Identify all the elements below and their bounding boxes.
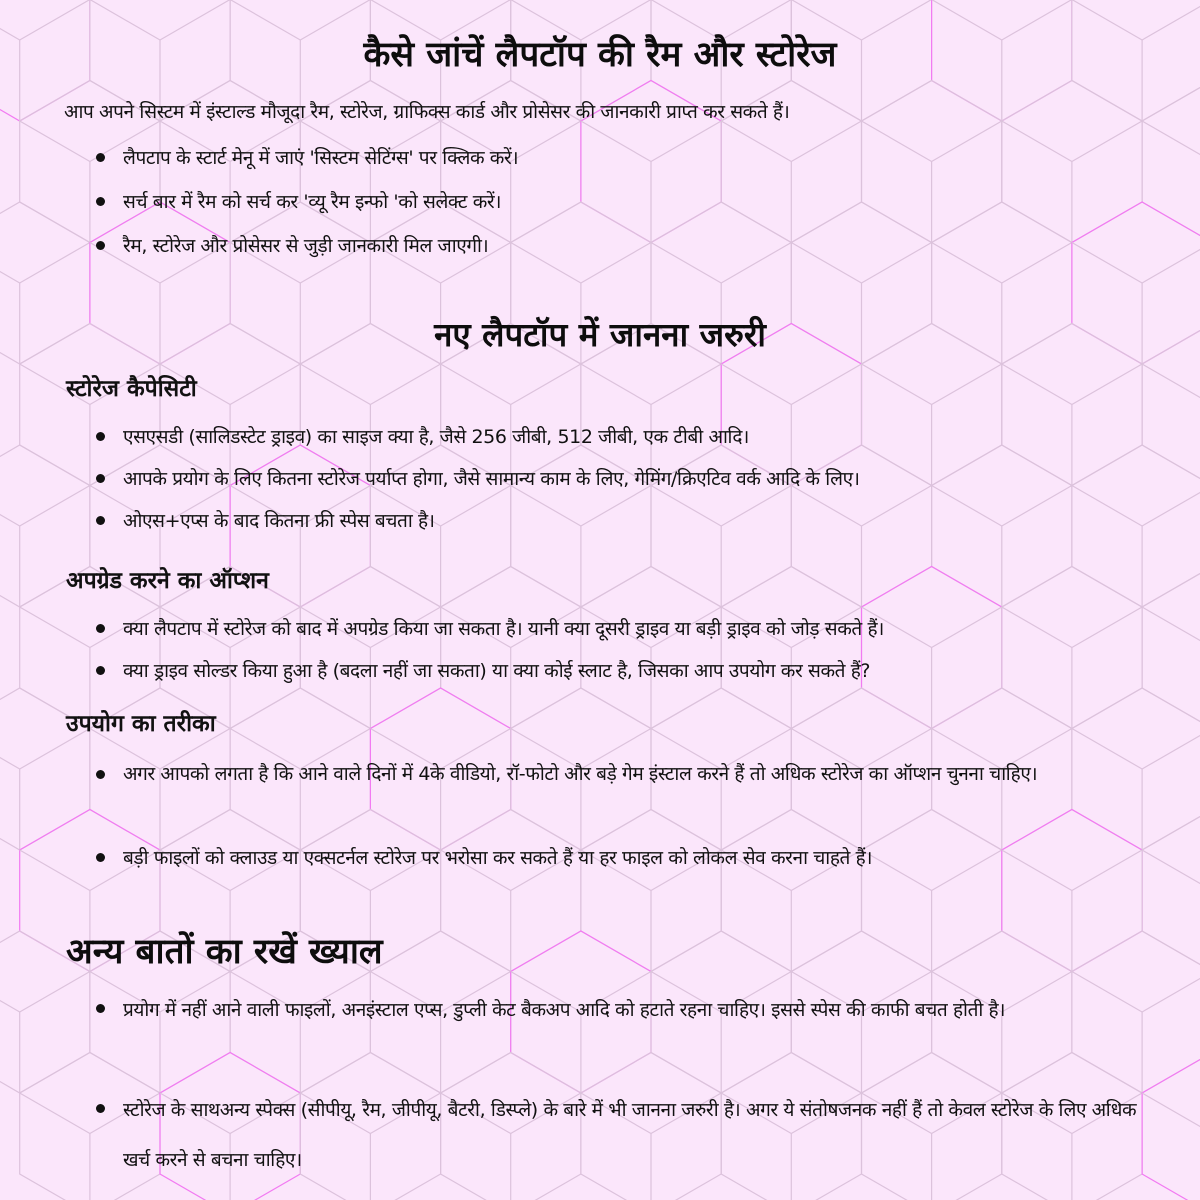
list-item: आपके प्रयोग के लिए कितना स्टोरेज पर्याप्त होगा, जैसे सामान्य काम के लिए, गेमिंग/क्रिएटिव वर्क आदि के लिए। [0,458,1155,500]
list-item: स्टोरेज के साथअन्य स्पेक्स (सीपीयू, रैम, जीपीयू, बैटरी, डिस्प्ले) के बारे में भी जानना जरुरी है। अगर ये संतोषजनक नहीं हैं तो केवल स्टोरेज के लिए अधिक खर्च करने से बचना चाहिए। [0,1085,1155,1185]
list-item: एसएसडी (सालिडस्टेट ड्राइव) का साइज क्या है, जैसे 256 जीबी, 512 जीबी, एक टीबी आदि। [0,416,1155,458]
list-item: क्या लैपटाप में स्टोरेज को बाद में अपग्रेड किया जा सकता है। यानी क्या दूसरी ड्राइव या बड़ी ड्राइव को जोड़ सकते हैं। [0,608,1155,650]
check-steps-list [0,136,1155,268]
list-item: प्रयोग में नहीं आने वाली फाइलों, अनइंस्टाल एप्स, डुप्ली केट बैकअप आदि को हटाते रहना चाहिए। इससे स्पेस की काफी बचत होती है। [0,985,1155,1085]
subheading-usage-method: उपयोग का तरीका [66,711,216,737]
section-title-other-things: अन्य बातों का रखें ख्याल [66,932,383,972]
subheading-storage-capacity: स्टोरेज कैपेसिटी [66,376,197,402]
section-title-new-laptop: नए लैपटॉप में जानना जरुरी [434,315,766,354]
section-title-check-ram-storage: कैसे जांचें लैपटॉप की रैम और स्टोरेज [363,35,837,75]
intro-paragraph: आप अपने सिस्टम में इंस्टाल्ड मौजूदा रैम, स्टोरेज, ग्राफिक्स कार्ड और प्रोसेसर की जानकारी प्राप्त कर सकते हैं। [64,101,790,123]
usage-method-list [0,751,1155,879]
other-things-list [0,985,1155,1185]
list-item: क्या ड्राइव सोल्डर किया हुआ है (बदला नहीं जा सकता) या क्या कोई स्लाट है, जिसका आप उपयोग कर सकते हैं? [0,650,1155,692]
upgrade-option-list [0,608,1155,692]
list-item: बड़ी फाइलों को क्लाउड या एक्सटर्नल स्टोरेज पर भरोसा कर सकते हैं या हर फाइल को लोकल सेव करना चाहते हैं। [0,837,1155,879]
storage-capacity-list [0,416,1155,542]
subheading-upgrade-option: अपग्रेड करने का ऑप्शन [66,568,269,594]
list-item: अगर आपको लगता है कि आने वाले दिनों में 4के वीडियो, रॉ-फोटो और बड़े गेम इंस्टाल करने हैं तो अधिक स्टोरेज का ऑप्शन चुनना चाहिए। [0,751,1155,837]
list-item: लैपटाप के स्टार्ट मेनू में जाएं 'सिस्टम सेटिंग्स' पर क्लिक करें। [0,136,1155,180]
list-item: रैम, स्टोरेज और प्रोसेसर से जुड़ी जानकारी मिल जाएगी। [0,224,1155,268]
list-item: ओएस+एप्स के बाद कितना फ्री स्पेस बचता है। [0,500,1155,542]
list-item: सर्च बार में रैम को सर्च कर 'व्यू रैम इन्फो 'को सलेक्ट करें। [0,180,1155,224]
